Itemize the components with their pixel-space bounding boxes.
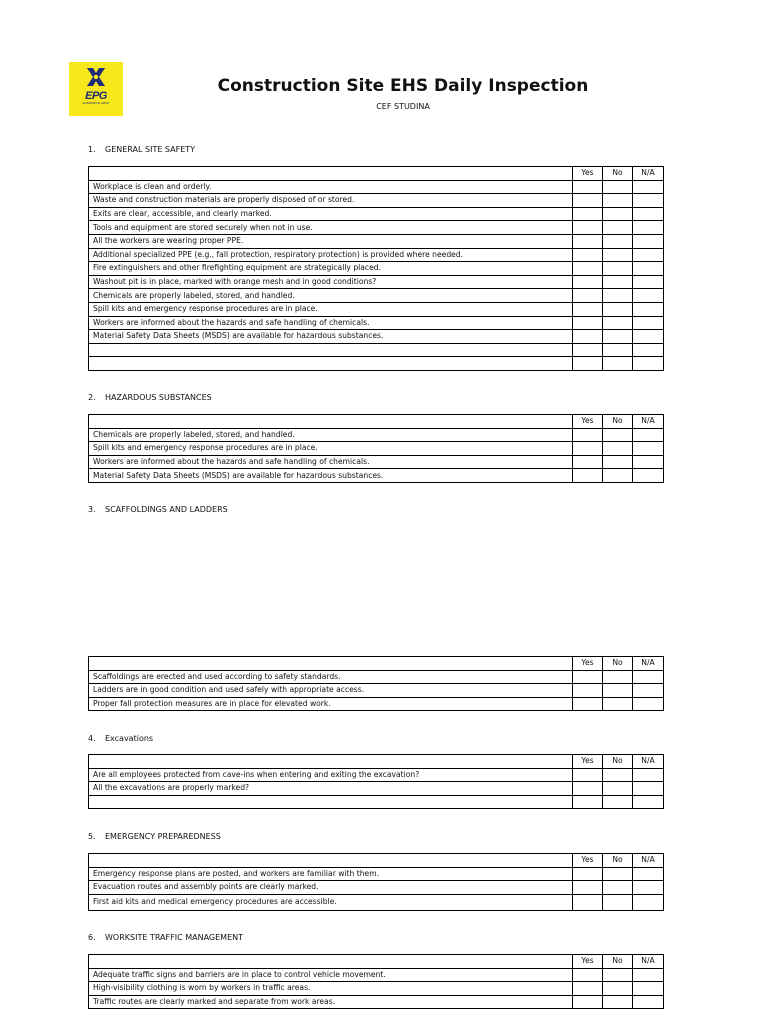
- yes-checkbox[interactable]: [573, 302, 603, 316]
- question-text[interactable]: [89, 795, 573, 809]
- no-checkbox[interactable]: [603, 234, 633, 248]
- na-checkbox[interactable]: [633, 968, 664, 982]
- question-text: Adequate traffic signs and barriers are in place to control vehicle movement.: [89, 968, 573, 982]
- question-text: Washout pit is in place, marked with orange mesh and in good conditions?: [89, 275, 573, 289]
- yes-checkbox[interactable]: [573, 343, 603, 357]
- header-no: No: [603, 415, 633, 429]
- na-checkbox[interactable]: [633, 262, 664, 276]
- question-text: Workplace is clean and orderly.: [89, 180, 573, 194]
- no-checkbox[interactable]: [603, 207, 633, 221]
- na-checkbox[interactable]: [633, 428, 664, 442]
- no-checkbox[interactable]: [603, 469, 633, 483]
- no-checkbox[interactable]: [603, 867, 633, 881]
- no-checkbox[interactable]: [603, 697, 633, 711]
- yes-checkbox[interactable]: [573, 180, 603, 194]
- table-row: [89, 782, 664, 796]
- table-header-row: [89, 657, 664, 671]
- na-checkbox[interactable]: [633, 316, 664, 330]
- yes-checkbox[interactable]: [573, 469, 603, 483]
- header-cell-blank: [89, 955, 573, 969]
- na-checkbox[interactable]: [633, 469, 664, 483]
- table-row: [89, 684, 664, 698]
- section-number: 6.: [88, 933, 96, 942]
- question-text: Waste and construction materials are properly disposed of or stored.: [89, 194, 573, 208]
- section-title-text: WORKSITE TRAFFIC MANAGEMENT: [105, 933, 243, 942]
- na-checkbox[interactable]: [633, 275, 664, 289]
- header-na: N/A: [633, 755, 664, 769]
- table-row: [89, 428, 664, 442]
- yes-checkbox[interactable]: [573, 697, 603, 711]
- question-text: Material Safety Data Sheets (MSDS) are available for hazardous substances.: [89, 330, 573, 344]
- section-title-general-site-safety: [88, 145, 195, 154]
- table-row: [89, 357, 664, 371]
- section-title-hazardous-substances: [88, 393, 212, 402]
- table-row: [89, 289, 664, 303]
- na-checkbox[interactable]: [633, 782, 664, 796]
- no-checkbox[interactable]: [603, 275, 633, 289]
- question-text: Scaffoldings are erected and used according to safety standards.: [89, 670, 573, 684]
- no-checkbox[interactable]: [603, 795, 633, 809]
- question-text: Emergency response plans are posted, and workers are familiar with them.: [89, 867, 573, 881]
- na-checkbox[interactable]: [633, 289, 664, 303]
- yes-checkbox[interactable]: [573, 894, 603, 910]
- no-checkbox[interactable]: [603, 894, 633, 910]
- na-checkbox[interactable]: [633, 881, 664, 895]
- yes-checkbox[interactable]: [573, 275, 603, 289]
- section-number: 5.: [88, 832, 96, 841]
- yes-checkbox[interactable]: [573, 795, 603, 809]
- yes-checkbox[interactable]: [573, 670, 603, 684]
- table-row: [89, 221, 664, 235]
- header-na: N/A: [633, 415, 664, 429]
- yes-checkbox[interactable]: [573, 867, 603, 881]
- no-checkbox[interactable]: [603, 262, 633, 276]
- table-row: [89, 330, 664, 344]
- logo-text: EPG: [85, 90, 107, 102]
- table-row: [89, 262, 664, 276]
- na-checkbox[interactable]: [633, 697, 664, 711]
- table-row: [89, 207, 664, 221]
- question-text[interactable]: [89, 357, 573, 371]
- yes-checkbox[interactable]: [573, 684, 603, 698]
- table-header-row: [89, 955, 664, 969]
- question-text: Spill kits and emergency response procedures are in place.: [89, 302, 573, 316]
- header-cell-blank: [89, 657, 573, 671]
- yes-checkbox[interactable]: [573, 982, 603, 996]
- no-checkbox[interactable]: [603, 782, 633, 796]
- table-header-row: [89, 415, 664, 429]
- no-checkbox[interactable]: [603, 982, 633, 996]
- table-row: [89, 881, 664, 895]
- header-na: N/A: [633, 167, 664, 181]
- yes-checkbox[interactable]: [573, 221, 603, 235]
- logo-subtext: EUROPROD GRUP: [82, 101, 110, 105]
- no-checkbox[interactable]: [603, 428, 633, 442]
- yes-checkbox[interactable]: [573, 768, 603, 782]
- header-na: N/A: [633, 854, 664, 868]
- no-checkbox[interactable]: [603, 180, 633, 194]
- header-cell-blank: [89, 167, 573, 181]
- no-checkbox[interactable]: [603, 194, 633, 208]
- table-row: [89, 867, 664, 881]
- table-row: [89, 697, 664, 711]
- no-checkbox[interactable]: [603, 221, 633, 235]
- checklist-table-scaffoldings-and-ladders: [88, 656, 664, 711]
- header-yes: Yes: [573, 854, 603, 868]
- yes-checkbox[interactable]: [573, 428, 603, 442]
- question-text: Chemicals are properly labeled, stored, and handled.: [89, 428, 573, 442]
- table-header-row: [89, 167, 664, 181]
- table-row: [89, 275, 664, 289]
- no-checkbox[interactable]: [603, 248, 633, 262]
- no-checkbox[interactable]: [603, 995, 633, 1009]
- na-checkbox[interactable]: [633, 180, 664, 194]
- checklist-table-worksite-traffic-management: [88, 954, 664, 1009]
- no-checkbox[interactable]: [603, 442, 633, 456]
- header-cell-blank: [89, 854, 573, 868]
- section-title-text: GENERAL SITE SAFETY: [105, 145, 196, 154]
- yes-checkbox[interactable]: [573, 289, 603, 303]
- no-checkbox[interactable]: [603, 455, 633, 469]
- no-checkbox[interactable]: [603, 302, 633, 316]
- question-text: High-visibility clothing is worn by workers in traffic areas.: [89, 982, 573, 996]
- section-title-excavations: [88, 734, 153, 743]
- na-checkbox[interactable]: [633, 867, 664, 881]
- header-no: No: [603, 755, 633, 769]
- na-checkbox[interactable]: [633, 302, 664, 316]
- section-title-emergency-preparedness: [88, 832, 221, 841]
- yes-checkbox[interactable]: [573, 357, 603, 371]
- na-checkbox[interactable]: [633, 234, 664, 248]
- section-number: 2.: [88, 393, 96, 402]
- table-row: [89, 316, 664, 330]
- table-row: [89, 180, 664, 194]
- yes-checkbox[interactable]: [573, 248, 603, 262]
- section-title-text: HAZARDOUS SUBSTANCES: [105, 393, 212, 402]
- header-yes: Yes: [573, 955, 603, 969]
- question-text: Workers are informed about the hazards and safe handling of chemicals.: [89, 316, 573, 330]
- yes-checkbox[interactable]: [573, 995, 603, 1009]
- table-row: [89, 248, 664, 262]
- no-checkbox[interactable]: [603, 768, 633, 782]
- na-checkbox[interactable]: [633, 194, 664, 208]
- table-row: [89, 768, 664, 782]
- header-yes: Yes: [573, 657, 603, 671]
- table-row: [89, 343, 664, 357]
- section-title-text: EMERGENCY PREPAREDNESS: [105, 832, 221, 841]
- na-checkbox[interactable]: [633, 248, 664, 262]
- no-checkbox[interactable]: [603, 881, 633, 895]
- table-row: [89, 670, 664, 684]
- question-text: Chemicals are properly labeled, stored, and handled.: [89, 289, 573, 303]
- yes-checkbox[interactable]: [573, 262, 603, 276]
- table-row: [89, 894, 664, 910]
- na-checkbox[interactable]: [633, 768, 664, 782]
- na-checkbox[interactable]: [633, 455, 664, 469]
- na-checkbox[interactable]: [633, 442, 664, 456]
- question-text: Are all employees protected from cave-ins when entering and exiting the excavation?: [89, 768, 573, 782]
- question-text: Traffic routes are clearly marked and separate from work areas.: [89, 995, 573, 1009]
- table-row: [89, 302, 664, 316]
- checklist-table-general-site-safety: [88, 166, 664, 371]
- table-row: [89, 455, 664, 469]
- question-text: All the workers are wearing proper PPE.: [89, 234, 573, 248]
- yes-checkbox[interactable]: [573, 442, 603, 456]
- yes-checkbox[interactable]: [573, 782, 603, 796]
- page-title: Construction Site EHS Daily Inspection: [217, 76, 589, 96]
- checklist-table-emergency-preparedness: [88, 853, 664, 911]
- yes-checkbox[interactable]: [573, 194, 603, 208]
- na-checkbox[interactable]: [633, 207, 664, 221]
- header-no: No: [603, 167, 633, 181]
- section-title-text: SCAFFOLDINGS AND LADDERS: [105, 505, 228, 514]
- table-row: [89, 234, 664, 248]
- section-title-scaffoldings-and-ladders: [88, 505, 228, 514]
- table-row: [89, 982, 664, 996]
- header-cell-blank: [89, 415, 573, 429]
- header-na: N/A: [633, 657, 664, 671]
- na-checkbox[interactable]: [633, 221, 664, 235]
- no-checkbox[interactable]: [603, 289, 633, 303]
- table-row: [89, 469, 664, 483]
- question-text: Workers are informed about the hazards and safe handling of chemicals.: [89, 455, 573, 469]
- section-title-text: Excavations: [105, 734, 154, 743]
- checklist-table-excavations: [88, 754, 664, 809]
- yes-checkbox[interactable]: [573, 234, 603, 248]
- question-text: Evacuation routes and assembly points are clearly marked.: [89, 881, 573, 895]
- no-checkbox[interactable]: [603, 316, 633, 330]
- header-yes: Yes: [573, 415, 603, 429]
- no-checkbox[interactable]: [603, 684, 633, 698]
- section-number: 1.: [88, 145, 96, 154]
- no-checkbox[interactable]: [603, 670, 633, 684]
- no-checkbox[interactable]: [603, 343, 633, 357]
- table-row: [89, 442, 664, 456]
- na-checkbox[interactable]: [633, 894, 664, 910]
- na-checkbox[interactable]: [633, 330, 664, 344]
- table-row: [89, 995, 664, 1009]
- header-na: N/A: [633, 955, 664, 969]
- table-row: [89, 194, 664, 208]
- yes-checkbox[interactable]: [573, 316, 603, 330]
- header-no: No: [603, 955, 633, 969]
- no-checkbox[interactable]: [603, 330, 633, 344]
- section-title-worksite-traffic-management: [88, 933, 243, 942]
- question-text: Tools and equipment are stored securely when not in use.: [89, 221, 573, 235]
- na-checkbox[interactable]: [633, 357, 664, 371]
- yes-checkbox[interactable]: [573, 330, 603, 344]
- no-checkbox[interactable]: [603, 968, 633, 982]
- yes-checkbox[interactable]: [573, 968, 603, 982]
- table-header-row: [89, 854, 664, 868]
- na-checkbox[interactable]: [633, 795, 664, 809]
- na-checkbox[interactable]: [633, 670, 664, 684]
- checklist-table-hazardous-substances: [88, 414, 664, 483]
- yes-checkbox[interactable]: [573, 881, 603, 895]
- na-checkbox[interactable]: [633, 982, 664, 996]
- question-text: Spill kits and emergency response procedures are in place.: [89, 442, 573, 456]
- na-checkbox[interactable]: [633, 995, 664, 1009]
- header-yes: Yes: [573, 167, 603, 181]
- table-header-row: [89, 755, 664, 769]
- question-text: Exits are clear, accessible, and clearly marked.: [89, 207, 573, 221]
- no-checkbox[interactable]: [603, 357, 633, 371]
- yes-checkbox[interactable]: [573, 207, 603, 221]
- header-no: No: [603, 657, 633, 671]
- table-row: [89, 795, 664, 809]
- header-yes: Yes: [573, 755, 603, 769]
- section-number: 3.: [88, 505, 96, 514]
- header-cell-blank: [89, 755, 573, 769]
- question-text[interactable]: [89, 343, 573, 357]
- question-text: First aid kits and medical emergency procedures are accessible.: [89, 894, 573, 910]
- question-text: All the excavations are properly marked?: [89, 782, 573, 796]
- page-subtitle: CEF STUDINA: [376, 102, 430, 111]
- section-number: 4.: [88, 734, 96, 743]
- question-text: Proper fall protection measures are in place for elevated work.: [89, 697, 573, 711]
- question-text: Ladders are in good condition and used safely with appropriate access.: [89, 684, 573, 698]
- na-checkbox[interactable]: [633, 684, 664, 698]
- question-text: Material Safety Data Sheets (MSDS) are available for hazardous substances.: [89, 469, 573, 483]
- na-checkbox[interactable]: [633, 343, 664, 357]
- table-row: [89, 968, 664, 982]
- yes-checkbox[interactable]: [573, 455, 603, 469]
- header-no: No: [603, 854, 633, 868]
- question-text: Additional specialized PPE (e.g., fall protection, respiratory protection) is provided where needed.: [89, 248, 573, 262]
- question-text: Fire extinguishers and other firefighting equipment are strategically placed.: [89, 262, 573, 276]
